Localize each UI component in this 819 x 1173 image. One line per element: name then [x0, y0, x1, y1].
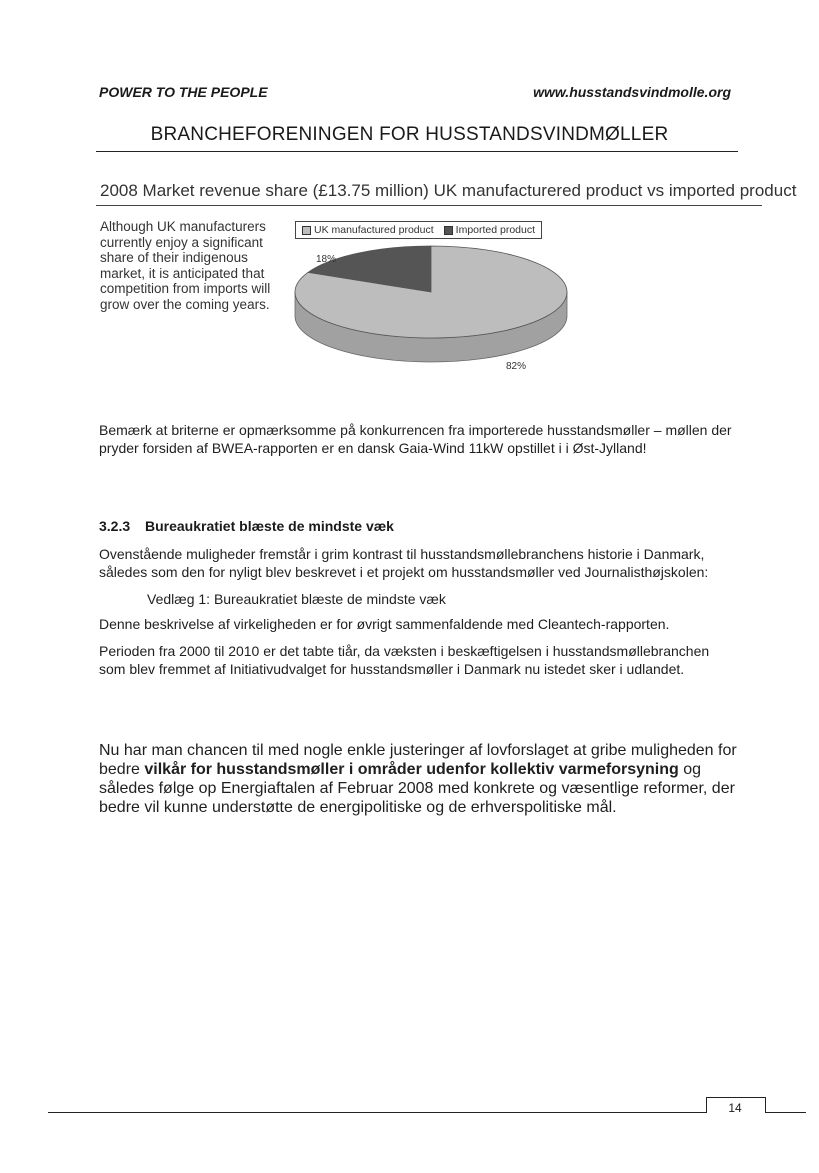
paragraph-attachment: Vedlæg 1: Bureaukratiet blæste de mindste væk — [147, 591, 446, 607]
conclusion-end: og således følge op Energiaftalen af Februar 2008 med konkrete og væsentlige reformer, der bedre vil kunne understøtte de energipolitiske og de erhverspolitiske mål. — [99, 761, 735, 816]
pie-label-imported: 18% — [316, 254, 337, 265]
legend-label-uk: UK manufactured product — [314, 224, 434, 236]
header-website-url[interactable]: www.husstandsvindmolle.org — [533, 84, 731, 100]
legend-label-imported: Imported product — [455, 224, 536, 236]
conclusion-start: Nu har man chancen til med nogle enkle justeringer af lovforslaget at gribe muligheden for bedre — [99, 742, 737, 778]
conclusion-bold: vilkår for husstandsmøller i områder udenfor kollektiv varmeforsyning — [144, 761, 679, 778]
section-heading — [99, 518, 394, 534]
pie-label-uk: 82% — [506, 361, 527, 372]
chart-legend — [295, 221, 542, 239]
section-title: Bureaukratiet blæste de mindste væk — [145, 518, 394, 534]
header-divider — [96, 151, 738, 152]
paragraph-bwea-note: Bemærk at briterne er opmærksomme på konkurrencen fra importerede husstandsmøller – møllen der pryder forsiden af BWEA-rapporten er en dansk Gaia-Wind 11kW opstillet i i Øst-Jylland! — [99, 422, 732, 456]
legend-swatch-imported — [444, 226, 453, 235]
organization-title: BRANCHEFORENINGEN FOR HUSSTANDSVINDMØLLER — [150, 124, 669, 145]
paragraph-conclusion — [99, 741, 744, 817]
legend-item-imported — [444, 222, 535, 238]
paragraph-cleantech: Denne beskrivelse af virkeligheden er for øvrigt sammenfaldende med Cleantech-rapporten. — [99, 616, 670, 632]
legend-swatch-uk — [302, 226, 311, 235]
figure-title: 2008 Market revenue share (£13.75 million) UK manufacturered product vs imported product — [100, 181, 797, 200]
legend-item-uk — [302, 222, 434, 238]
figure-note: Although UK manufacturers currently enjoy a significant share of their indigenous market, it is anticipated that competition from imports will grow over the coming years. — [100, 219, 271, 312]
footer-rule-right — [766, 1112, 806, 1113]
header-left-title: POWER TO THE PEOPLE — [99, 84, 268, 100]
paragraph-contrast: Ovenstående muligheder fremstår i grim kontrast til husstandsmøllebranchens historie i Danmark, således som den for nyligt blev beskrevet i et projekt om husstandsmøller ved Journalisthøjskolen: — [99, 546, 709, 580]
footer-rule — [48, 1112, 706, 1113]
section-number: 3.2.3 — [99, 518, 131, 534]
page-number: 14 — [728, 1101, 742, 1115]
paragraph-lost-decade: Perioden fra 2000 til 2010 er det tabte tiår, da væksten i beskæftigelsen i husstandsmøllebranchen som blev fremmet af Initiativudvalget for husstandsmøller i Danmark nu istedet sker i udlandet. — [99, 643, 710, 677]
figure-title-divider — [96, 205, 762, 206]
